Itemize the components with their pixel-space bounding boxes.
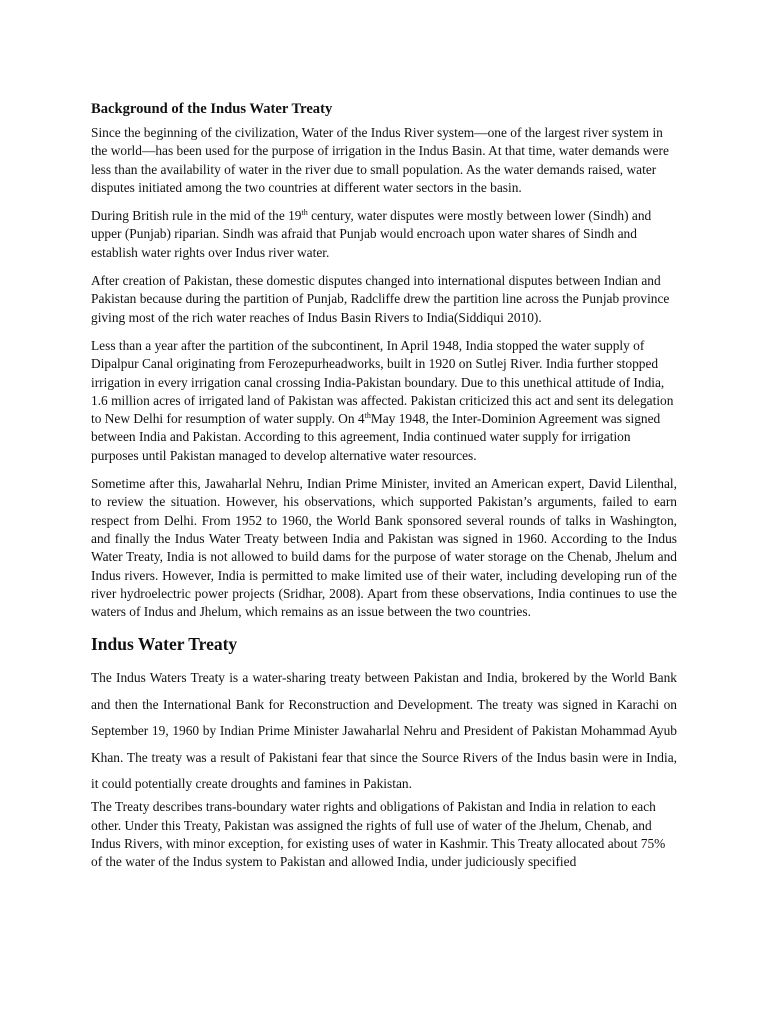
- paragraph-nehru: Sometime after this, Jawaharlal Nehru, Indian Prime Minister, invited an American expert, David Lilenthal, to review the situation. However, his observations, which supported Pakistan’s arguments, failed to earn respect from Delhi. From 1952 to 1960, the World Bank sponsored several rounds of talks in Washington, and finally the Indus Water Treaty between India and Pakistan was signed in 1960. According to the Indus Water Treaty, India is not allowed to build dams for the purpose of water storage on the Chenab, Jhelum and Indus rivers. However, India is permitted to make limited use of their water, including developing run of the river hydroelectric power projects (Sridhar, 2008). Apart from these observations, India continues to use the waters of Indus and Jhelum, which remains as an issue between the two countries.: [91, 476, 677, 620]
- background-heading: Background of the Indus Water Treaty: [91, 101, 333, 117]
- paragraph-british-rule: [91, 207, 677, 262]
- paragraph-partition-text-b: May 1948, the Inter-Dominion Agreement was signed between India and Pakistan. According to this agreement, India continued water supply for irrigation purposes until Pakistan managed to develop alternative water resources.: [91, 411, 661, 463]
- document-page: [91, 100, 677, 882]
- paragraph-civilization: Since the beginning of the civilization, Water of the Indus River system—one of the largest river system in the world—has been used for the purpose of irrigation in the Indus Basin. At that time, water demands were less than the availability of water in the river due to small population. As the water demands raised, water disputes initiated among the two countries at different water sectors in the basin.: [91, 125, 669, 195]
- paragraph-partition-text-a: Less than a year after the partition of the subcontinent, In April 1948, India stopped the water supply of Dipalpur Canal originating from Ferozepurheadworks, built in 1920 on Sutlej River. India further stopped irrigation in every irrigation canal crossing India-Pakistan boundary. Due to this unethical attitude of India, 1.6 million acres of irrigated land of Pakistan was affected. Pakistan criticized this act and sent its delegation to New Delhi for resumption of water supply. On 4: [91, 337, 674, 427]
- paragraph-treaty-intro: The Indus Waters Treaty is a water-sharing treaty between Pakistan and India, brokered by the World Bank and then the International Bank for Reconstruction and Development. The treaty was signed in Karachi on September 19, 1960 by Indian Prime Minister Jawaharlal Nehru and President of Pakistan Mohammad Ayub Khan. The treaty was a result of Pakistani fear that since the Source Rivers of the Indus basin were in India, it could potentially create droughts and famines in Pakistan.: [91, 670, 677, 792]
- paragraph-treaty-rights: The Treaty describes trans-boundary water rights and obligations of Pakistan and India in relation to each other. Under this Treaty, Pakistan was assigned the rights of full use of water of the Jhelum, Chenab, and Indus Rivers, with minor exception, for existing uses of water in Kashmir. This Treaty allocated about 75% of the water of the Indus system to Pakistan and allowed India, under judiciously specified: [91, 799, 666, 870]
- paragraph-partition: [91, 337, 677, 465]
- treaty-heading: Indus Water Treaty: [91, 634, 238, 655]
- superscript-th: th: [364, 411, 371, 421]
- superscript-th: th: [301, 208, 308, 218]
- paragraph-british-rule-text-a: During British rule in the mid of the 19: [91, 208, 302, 224]
- paragraph-creation-of-pakistan: After creation of Pakistan, these domestic disputes changed into international disputes between Indian and Pakistan because during the partition of Punjab, Radcliffe drew the partition line across the Punjab province giving most of the rich water reaches of Indus Basin Rivers to India(Siddiqui 2010).: [91, 273, 670, 325]
- paragraph-british-rule-text-b: century, water disputes were mostly between lower (Sindh) and upper (Punjab) riparian. Sindh was afraid that Punjab would encroach upon water shares of Sindh and establish water rights over Indus river water.: [91, 208, 652, 260]
